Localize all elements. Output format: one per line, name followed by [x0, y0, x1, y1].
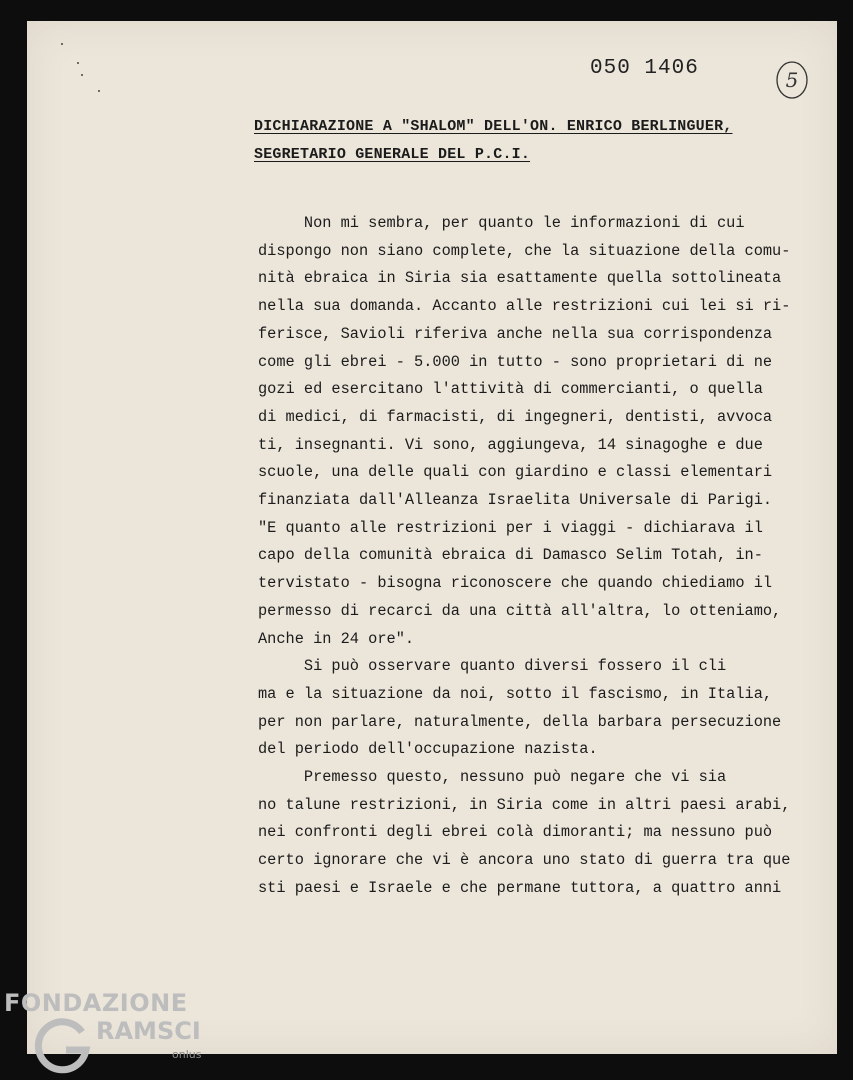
body-line: dispongo non siano complete, che la situazione della comu- [258, 241, 791, 260]
body-line: "E quanto alle restrizioni per i viaggi - dichiarava il [258, 518, 763, 537]
body-line: Si può osservare quanto diversi fossero il cli [258, 657, 727, 676]
body-line: no talune restrizioni, in Siria come in altri paesi arabi, [258, 795, 791, 814]
body-line: nella sua domanda. Accanto alle restrizioni cui lei si ri- [258, 297, 791, 316]
watermark-g-icon [34, 1014, 94, 1074]
body-line: finanziata dall'Alleanza Israelita Universale di Parigi. [258, 491, 773, 509]
body-line: Anche in 24 ore". [258, 629, 415, 648]
body-line: capo della comunità ebraica di Damasco Selim Totah, in- [258, 546, 763, 565]
body-line: permesso di recarci da una città all'altra, lo otteniamo, [258, 601, 782, 620]
body-line: certo ignorare che vi è ancora uno stato di guerra tra que [258, 851, 791, 870]
watermark-line-2: RAMSCI [96, 1017, 201, 1045]
body-line: tervistato - bisogna riconoscere che quando chiediamo il [258, 574, 773, 593]
reference-number: 050 1406 [590, 57, 699, 80]
title-line-1: DICHIARAZIONE A "SHALOM" DELL'ON. ENRICO BERLINGUER, [254, 118, 733, 135]
body-line: nei confronti degli ebrei colà dimoranti; ma nessuno può [258, 823, 773, 842]
body-line: sti paesi e Israele e che permane tuttora, a quattro anni [258, 878, 782, 897]
watermark-onlus: onlus [172, 1048, 202, 1061]
page-number-circle [775, 60, 809, 100]
body-line: di medici, di farmacisti, di ingegneri, dentisti, avvoca [258, 407, 773, 426]
body-line: come gli ebrei - 5.000 in tutto - sono proprietari di ne [258, 352, 773, 371]
body-line: ti, insegnanti. Vi sono, aggiungeva, 14 sinagoghe e due [258, 435, 763, 454]
body-line: gozi ed esercitano l'attività di commercianti, o quella [258, 380, 763, 399]
punch-mark [77, 62, 79, 64]
body-line: del periodo dell'occupazione nazista. [258, 740, 598, 759]
document-page [27, 21, 837, 1054]
watermark-line-1: FONDAZIONE [4, 989, 188, 1017]
punch-mark [61, 43, 63, 45]
body-line: per non parlare, naturalmente, della barbara persecuzione [258, 712, 782, 731]
body-line: ferisce, Savioli riferiva anche nella sua corrispondenza [258, 324, 773, 343]
punch-mark [81, 74, 83, 76]
page-number: 5 [785, 68, 799, 92]
title-line-2: SEGRETARIO GENERALE DEL P.C.I. [254, 146, 531, 163]
body-line: Premesso questo, nessuno può negare che vi sia [258, 768, 727, 786]
body-line: scuole, una delle quali con giardino e classi elementari [258, 463, 773, 482]
body-line: nità ebraica in Siria sia esattamente quella sottolineata [258, 269, 782, 288]
punch-mark [98, 90, 100, 92]
body-line: Non mi sembra, per quanto le informazioni di cui [258, 214, 745, 232]
body-line: ma e la situazione da noi, sotto il fascismo, in Italia, [258, 684, 773, 703]
